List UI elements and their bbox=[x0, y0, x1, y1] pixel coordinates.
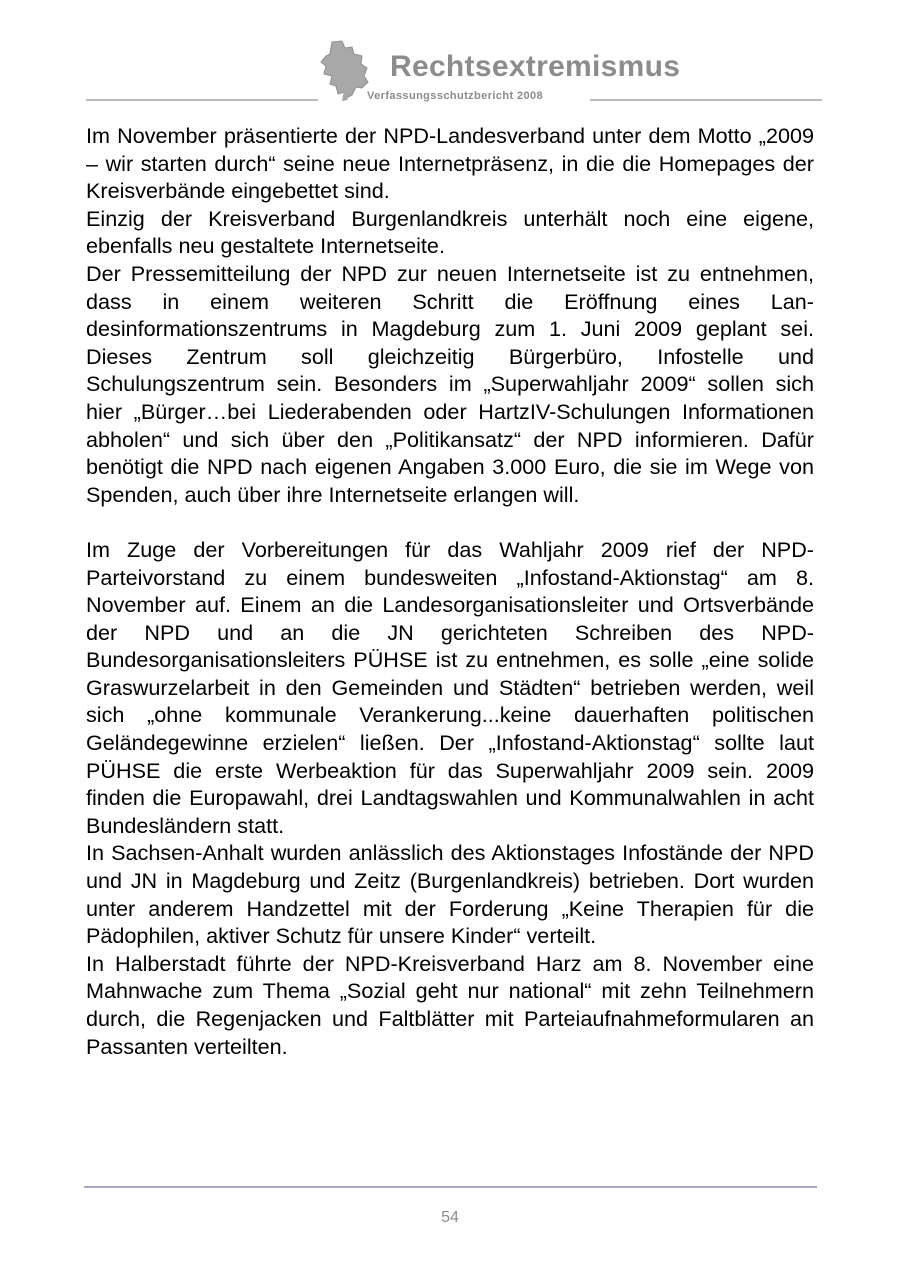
header-subtitle: Verfassungsschutzbericht 2008 bbox=[367, 90, 544, 102]
body-text bbox=[86, 122, 814, 1060]
header-rule-left bbox=[86, 99, 318, 101]
footer-rule bbox=[84, 1186, 817, 1188]
saxony-anhalt-map-icon bbox=[318, 40, 370, 102]
paragraph: Im November präsentierte der NPD-Landesverband unter dem Motto „2009 – wir starten durch“ seine neue Internetpräsenz, in die die Homepages der Kreisverbände eingebettet sind. bbox=[86, 123, 814, 204]
paragraph: Im Zuge der Vorbereitungen für das Wahljahr 2009 rief der NPD-Parteivorstand zu einem bundesweiten „Infostand-Aktionstag“ am 8. November auf. Einem an die Landesorganisationsleiter und Ortsverbände der NPD und an die JN gerichteten Schreiben des NPD-Bundesorganisationsleiters PÜHSE ist zu entnehmen, es solle „eine solide Graswurzelarbeit in den Gemeinden und Städten“ betrieben werden, weil sich „ohne kommunale Verankerung...keine dauerhaften politischen Geländegewinne erzielen“ ließen. Der „Infostand-Aktionstag“ sollte laut PÜHSE die erste Werbeaktion für das Superwahljahr 2009 sein. 2009 finden die Europawahl, drei Landtagswahlen und Kommunalwahlen in acht Bundesländern statt. bbox=[86, 536, 814, 838]
header-title: Rechtsextremismus bbox=[390, 50, 681, 83]
paragraph: In Halberstadt führte der NPD-Kreisverband Harz am 8. November eine Mahnwache zum Thema „Sozial geht nur national“ mit zehn Teilnehmern durch, die Regenjacken und Faltblätter mit Parteiaufnahmeformularen an Passanten verteilten. bbox=[86, 950, 814, 1059]
header-rule-right bbox=[590, 99, 822, 101]
page-header bbox=[0, 0, 900, 110]
paragraph: In Sachsen-Anhalt wurden anlässlich des Aktionstages Infostände der NPD und JN in Magdeburg und Zeitz (Burgenlandkreis) betrieben. Dort wurden unter anderem Handzettel mit der Forderung „Keine Therapien für die Pädophilen, aktiver Schutz für unsere Kinder“ verteilt. bbox=[86, 840, 814, 949]
page-number: 54 bbox=[441, 1209, 459, 1226]
paragraph: Einzig der Kreisverband Burgenlandkreis unterhält noch eine eigene, ebenfalls neu gestaltete Internetseite. bbox=[86, 205, 814, 259]
paragraph: Der Pressemitteilung der NPD zur neuen Internetseite ist zu entnehmen, dass in einem weiteren Schritt die Eröffnung eines Landesinformationszentrums in Magdeburg zum 1. Juni 2009 geplant sei. Dieses Zentrum soll gleichzeitig Bürgerbüro, Infostelle und Schulungszentrum sein. Besonders im „Superwahljahr 2009“ sollen sich hier „Bürger…bei Liederabenden oder HartzIV-Schulungen Informationen abholen“ und sich über den „Politikansatz“ der NPD informieren. Dafür benötigt die NPD nach eigenen Angaben 3.000 Euro, die sie im Wege von Spenden, auch über ihre Internetseite erlangen will. bbox=[86, 260, 814, 507]
